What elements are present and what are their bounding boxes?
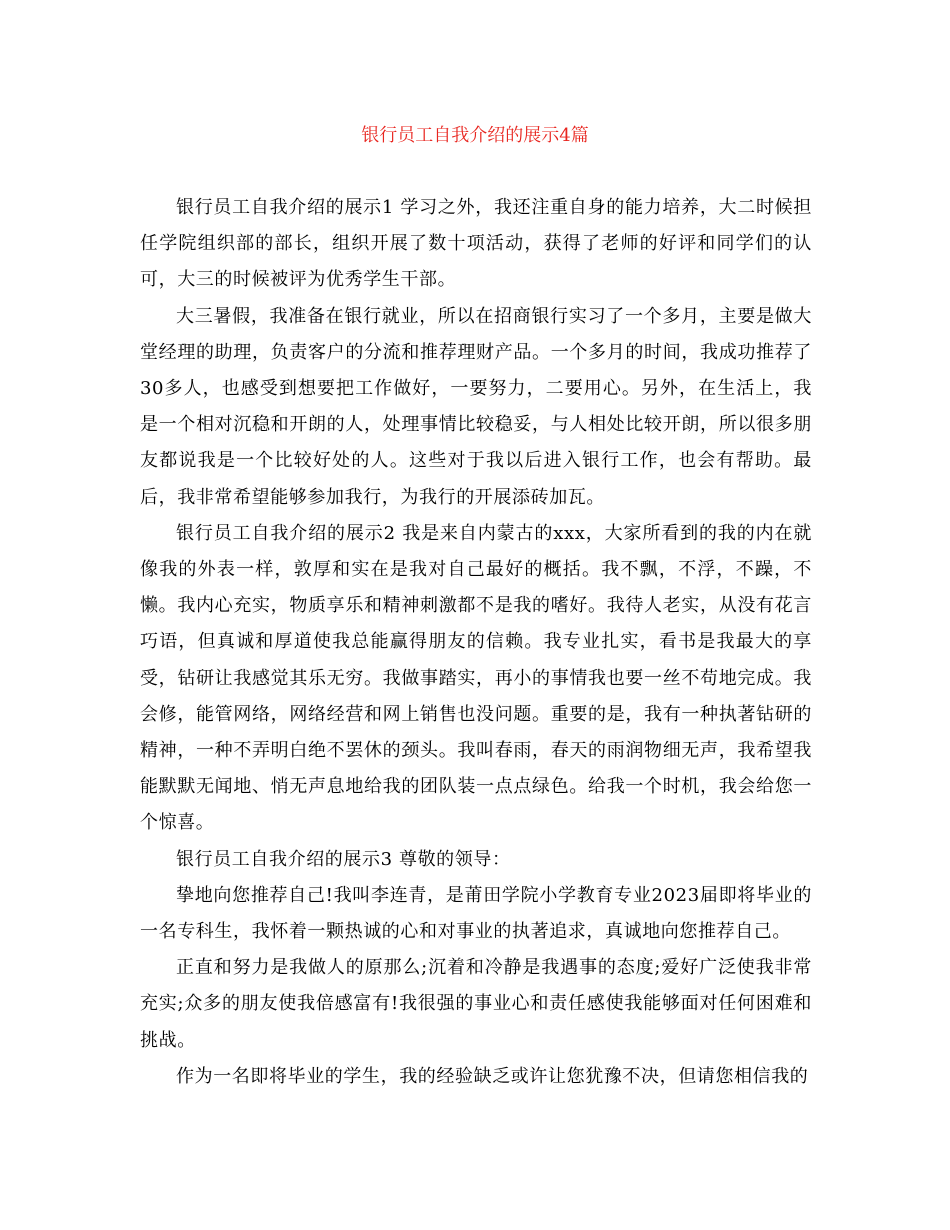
paragraph-2: 大三暑假，我准备在银行就业，所以在招商银行实习了一个多月，主要是做大堂经理的助理，负责客户的分流和推荐理财产品。一个多月的时间，我成功推荐了30多人，也感受到想要把工作做好，一要努力，二要用心。另外，在生活上，我是一个相对沉稳和开朗的人，处理事情比较稳妥，与人相处比较开朗，所以很多朋友都说我是一个比较好处的人。这些对于我以后进入银行工作，也会有帮助。最后，我非常希望能够参加我行，为我行的开展添砖加瓦。 [140, 305, 812, 508]
document-body [140, 190, 812, 1095]
document-title: 银行员工自我介绍的展示4篇 [361, 125, 589, 146]
paragraph-7: 作为一名即将毕业的学生，我的经验缺乏或许让您犹豫不决，但请您相信我的 [176, 1065, 809, 1087]
paragraph-4: 银行员工自我介绍的展示3 尊敬的领导： [176, 848, 511, 870]
paragraph-5: 挚地向您推荐自己!我叫李连青，是莆田学院小学教育专业2023届即将毕业的一名专科生，我怀着一颗热诚的心和对事业的执著追求，真诚地向您推荐自己。 [140, 884, 812, 943]
paragraph-3: 银行员工自我介绍的展示2 我是来自内蒙古的xxx，大家所看到的我的内在就像我的外表一样，敦厚和实在是我对自己最好的概括。我不飘，不浮，不躁，不懒。我内心充实，物质享乐和精神刺激都不是我的嗜好。我待人老实，从没有花言巧语，但真诚和厚道使我总能赢得朋友的信赖。我专业扎实，看书是我最大的享受，钻研让我感觉其乐无穷。我做事踏实，再小的事情我也要一丝不苟地完成。我会修，能管网络，网络经营和网上销售也没问题。重要的是，我有一种执著钻研的精神，一种不弄明白绝不罢休的颈头。我叫春雨，春天的雨润物细无声，我希望我能默默无闻地、悄无声息地给我的团队装一点点绿色。给我一个时机，我会给您一个惊喜。 [140, 522, 812, 834]
paragraph-1: 银行员工自我介绍的展示1 学习之外，我还注重自身的能力培养，大二时候担任学院组织部的部长，组织开展了数十项活动，获得了老师的好评和同学们的认可，大三的时候被评为优秀学生干部。 [140, 197, 812, 291]
paragraph-6: 正直和努力是我做人的原那么;沉着和冷静是我遇事的态度;爱好广泛使我非常充实;众多的朋友使我倍感富有!我很强的事业心和责任感使我能够面对任何困难和挑战。 [140, 957, 812, 1051]
